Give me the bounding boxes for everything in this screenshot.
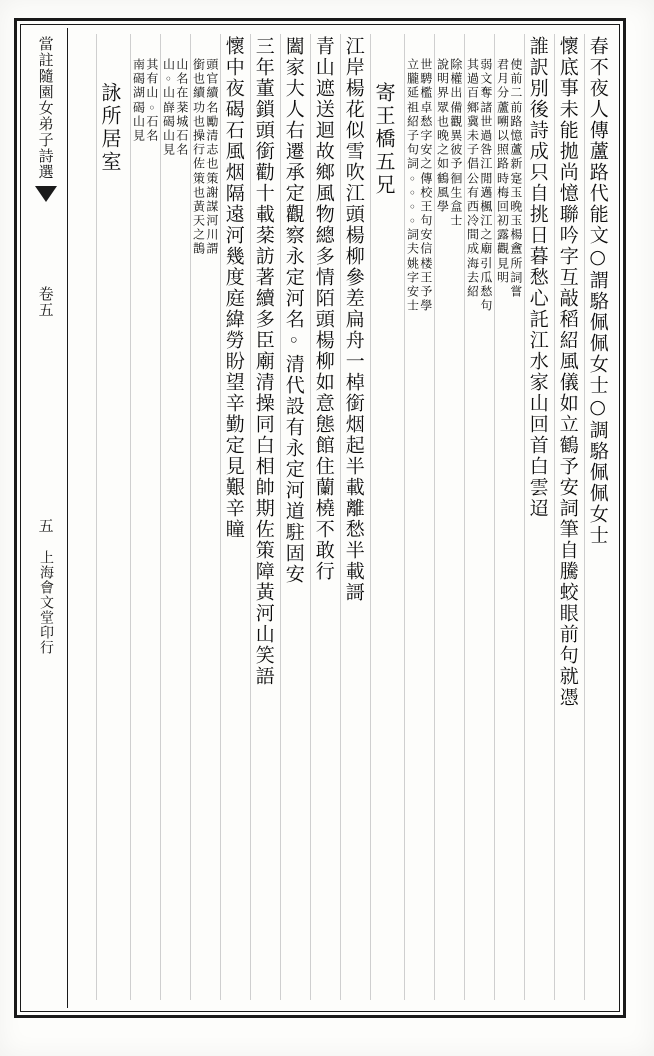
spine-page-number: 五 (36, 518, 55, 534)
spine-volume-label: 卷五 (36, 286, 55, 318)
annotation-column (190, 34, 220, 1000)
text-column (524, 34, 554, 1000)
column-text: 春不夜人傳蘆路代能文○謂駱佩佩女士○調駱佩佩女士 (586, 36, 609, 546)
text-column (554, 34, 584, 1000)
column-text: 懷底事未能拋尚憶聯吟字互敲稻紹風儀如立鶴予安詞筆自騰蛟眼前句就憑 (556, 36, 579, 708)
annotation-text: 山山名◦在山棻嶭城碣石山名見 (161, 58, 189, 156)
section-heading: 詠所居室 (98, 82, 122, 174)
banxin-spine (24, 28, 68, 1008)
poem-title: 寄王橋五兄 (372, 82, 396, 197)
text-column (340, 34, 370, 1000)
text-column (584, 34, 614, 1000)
annotation-text: 頭銜官也續續名功勵也清操志行也佐策策謝也謀黃河天川之謂鵲 (191, 58, 219, 255)
annotation-text: 弱其文過奪百諸鄉世冀過未咎子江倡閒公邁有楓西江冷之間廟成引海瓜去愁紹句 (465, 58, 493, 312)
annotation-column (434, 34, 464, 1000)
annotation-text: 其南有碣山湖◦碣石山名見 (131, 58, 159, 141)
column-text: 三年董鎖頭銜勸十載棻訪著續多臣廟清操同白相帥期佐策障黃河山笑語 (252, 36, 275, 687)
annotation-text: 除說權明出界備眾觀也異晚彼之予如徊鶴生風盒學士 (435, 58, 463, 227)
annotation-text: 世立騁朧檻延卓祖愁紹字子安句之詞傳◦校◦王◦句◦安詞信夫楼姚王字予安學士 (405, 58, 433, 312)
text-column (250, 34, 280, 1000)
section-heading-column (96, 34, 130, 1000)
spine-book-title: 當註隨園女弟子詩選 (36, 36, 55, 180)
text-column (280, 34, 310, 1000)
fishtail-mark (35, 186, 57, 202)
annotation-column (464, 34, 494, 1000)
column-text: 青山遮送迴故鄉風物總多情陌頭楊柳如意態館住蘭橈不敢行 (312, 36, 335, 582)
column-text: 誰訳別後詩成只自挑日暮愁心託江水家山回首白雲迢 (526, 36, 549, 519)
column-text: 懷中夜碣石風烟隔遠河幾度庭緯勞盼望辛勤定見艱辛瞳 (222, 36, 245, 540)
poem-title-column (370, 34, 404, 1000)
annotation-column (130, 34, 160, 1000)
annotation-column (404, 34, 434, 1000)
text-column (310, 34, 340, 1000)
column-text: 江岸楊花似雪吹江頭楊柳參差扁舟一棹銜烟起半載離愁半載謌 (342, 36, 365, 603)
text-column (220, 34, 250, 1000)
text-body (70, 30, 618, 1006)
column-text: 闔家大人右遷承定觀察永定河名◦清代設有永定河道駐固安 (282, 36, 305, 585)
spine-publisher: 上海會文堂印行 (38, 550, 55, 655)
annotation-column (494, 34, 524, 1000)
annotation-column (160, 34, 190, 1000)
annotation-text: 使君前月二分前蘆路嗍憶以蘆照新路寔時玉梅晚回玉初楊露盦觀所見詞明嘗 (495, 58, 523, 297)
